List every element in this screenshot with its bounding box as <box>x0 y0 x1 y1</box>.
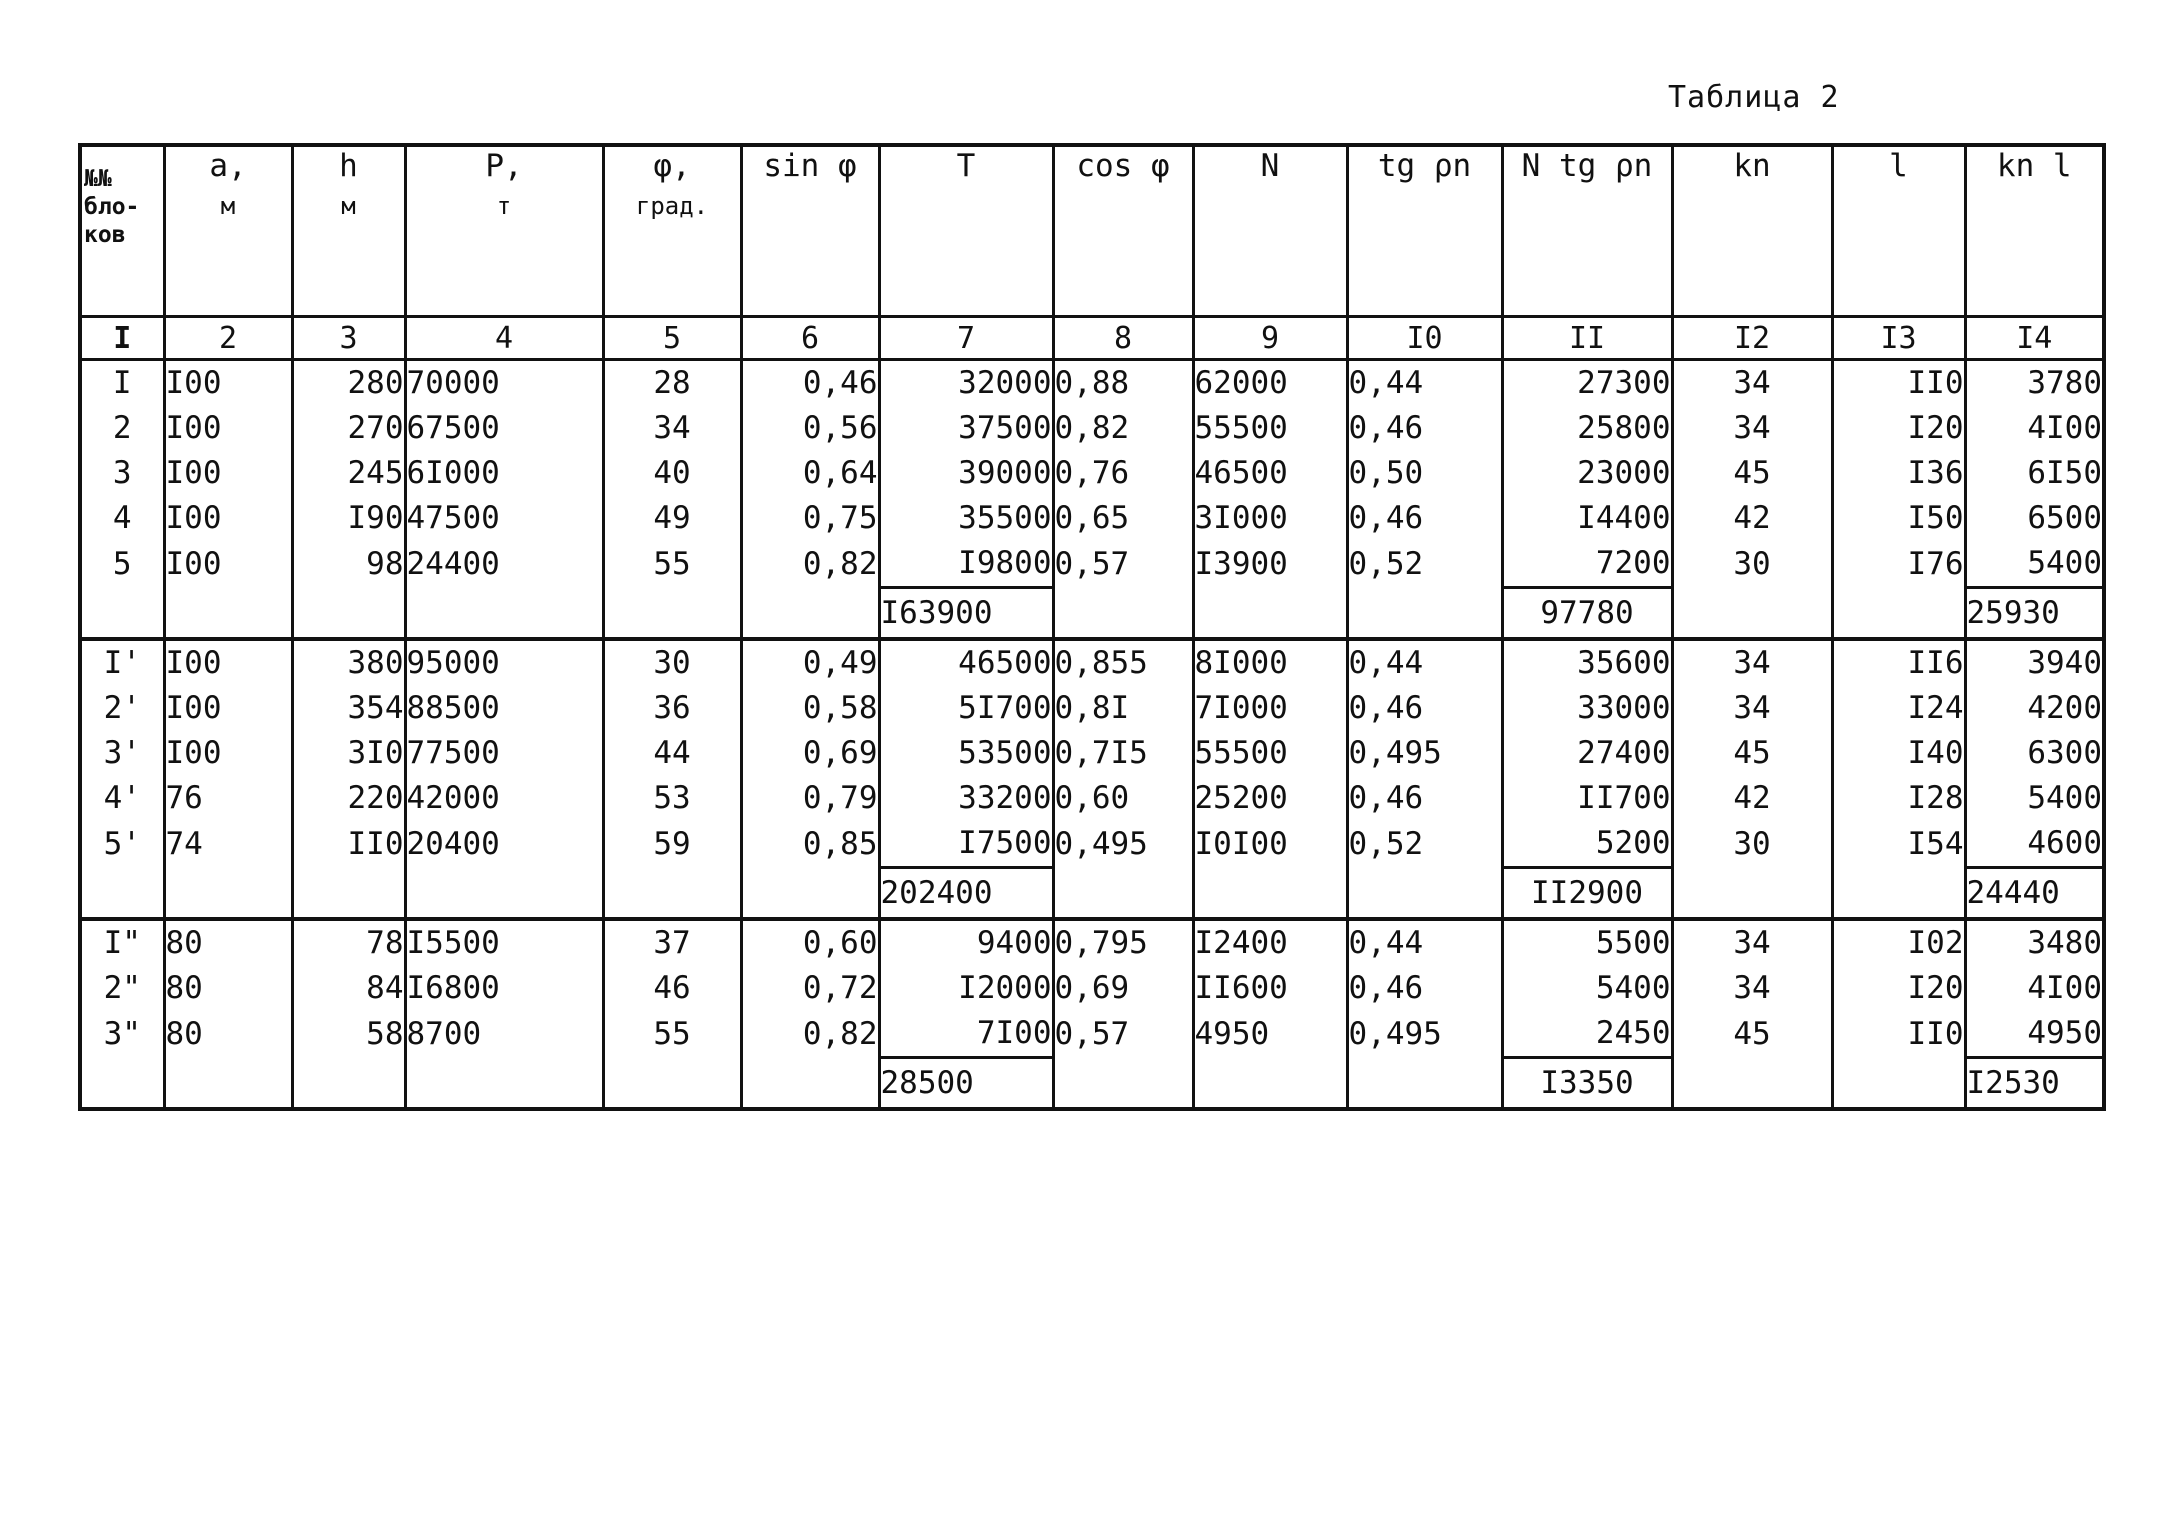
empty-cell <box>1053 868 1193 920</box>
t-cell: 39000 <box>879 451 1053 496</box>
sin-cell: 0,60 <box>741 919 879 966</box>
l-cell: I20 <box>1832 966 1965 1011</box>
a-cell: 80 <box>164 1011 292 1058</box>
cos-cell: 0,855 <box>1053 639 1193 686</box>
sin-cell: 0,85 <box>741 821 879 868</box>
header-p: P, т <box>405 145 603 317</box>
h-cell: 270 <box>292 406 405 451</box>
l-cell: I20 <box>1832 406 1965 451</box>
sin-cell: 0,79 <box>741 776 879 821</box>
tg-cell: 0,44 <box>1347 639 1502 686</box>
cos-cell: 0,60 <box>1053 776 1193 821</box>
column-number: I0 <box>1347 317 1502 360</box>
tg-cell: 0,46 <box>1347 966 1502 1011</box>
empty-cell <box>1672 868 1832 920</box>
kn-cell: 45 <box>1672 731 1832 776</box>
knl-cell: 6300 <box>1965 731 2104 776</box>
h-cell: 220 <box>292 776 405 821</box>
a-cell: 80 <box>164 919 292 966</box>
kn-cell: 30 <box>1672 541 1832 588</box>
sin-cell: 0,46 <box>741 360 879 407</box>
totals-row <box>80 588 2104 640</box>
empty-cell <box>80 868 164 920</box>
a-cell: I00 <box>164 360 292 407</box>
h-cell: 380 <box>292 639 405 686</box>
column-number: 2 <box>164 317 292 360</box>
empty-cell <box>1193 1058 1347 1110</box>
table-row <box>80 541 2104 588</box>
empty-cell <box>1193 588 1347 640</box>
empty-cell <box>292 588 405 640</box>
kn-cell: 42 <box>1672 776 1832 821</box>
h-cell: 84 <box>292 966 405 1011</box>
n-cell: 3I000 <box>1193 496 1347 541</box>
sin-cell: 0,69 <box>741 731 879 776</box>
cos-cell: 0,495 <box>1053 821 1193 868</box>
cos-cell: 0,795 <box>1053 919 1193 966</box>
block-no: 3' <box>80 731 164 776</box>
kn-cell: 45 <box>1672 451 1832 496</box>
phi-cell: 34 <box>603 406 741 451</box>
column-number: 6 <box>741 317 879 360</box>
t-cell: 32000 <box>879 360 1053 407</box>
p-cell: 77500 <box>405 731 603 776</box>
empty-cell <box>1672 1058 1832 1110</box>
l-cell: I24 <box>1832 686 1965 731</box>
phi-cell: 49 <box>603 496 741 541</box>
cos-cell: 0,82 <box>1053 406 1193 451</box>
ntg-cell: 33000 <box>1502 686 1672 731</box>
sin-cell: 0,75 <box>741 496 879 541</box>
a-cell: 80 <box>164 966 292 1011</box>
table-row <box>80 1011 2104 1058</box>
tg-cell: 0,495 <box>1347 1011 1502 1058</box>
empty-cell <box>603 588 741 640</box>
cos-cell: 0,8I <box>1053 686 1193 731</box>
p-cell: I5500 <box>405 919 603 966</box>
knl-cell: 4200 <box>1965 686 2104 731</box>
phi-cell: 36 <box>603 686 741 731</box>
header-phi: φ, град. <box>603 145 741 317</box>
block-no: I" <box>80 919 164 966</box>
h-cell: 3I0 <box>292 731 405 776</box>
tg-cell: 0,44 <box>1347 360 1502 407</box>
phi-cell: 59 <box>603 821 741 868</box>
column-number: 4 <box>405 317 603 360</box>
data-table <box>78 143 2106 1111</box>
column-number: I3 <box>1832 317 1965 360</box>
phi-cell: 30 <box>603 639 741 686</box>
header-block-no: №№ бло- ков <box>80 145 164 317</box>
a-cell: I00 <box>164 686 292 731</box>
l-cell: I28 <box>1832 776 1965 821</box>
kn-cell: 34 <box>1672 406 1832 451</box>
table-row <box>80 731 2104 776</box>
column-number: 7 <box>879 317 1053 360</box>
column-number: 5 <box>603 317 741 360</box>
n-cell: I2400 <box>1193 919 1347 966</box>
tg-cell: 0,46 <box>1347 686 1502 731</box>
ntg-cell: 5200 <box>1502 821 1672 868</box>
block-no: 2" <box>80 966 164 1011</box>
header-sin: sin φ <box>741 145 879 317</box>
ntg-cell: 2450 <box>1502 1011 1672 1058</box>
knl-cell: 4600 <box>1965 821 2104 868</box>
cos-cell: 0,69 <box>1053 966 1193 1011</box>
ntg-cell: 27300 <box>1502 360 1672 407</box>
n-cell: 55500 <box>1193 731 1347 776</box>
empty-cell <box>741 588 879 640</box>
phi-cell: 40 <box>603 451 741 496</box>
table-row <box>80 966 2104 1011</box>
t-cell: 37500 <box>879 406 1053 451</box>
a-cell: I00 <box>164 496 292 541</box>
total-t: 28500 <box>879 1058 1053 1110</box>
column-number: I <box>80 317 164 360</box>
ntg-cell: 5400 <box>1502 966 1672 1011</box>
h-cell: I90 <box>292 496 405 541</box>
block-no: 2' <box>80 686 164 731</box>
n-cell: I0I00 <box>1193 821 1347 868</box>
l-cell: II0 <box>1832 1011 1965 1058</box>
column-number: II <box>1502 317 1672 360</box>
table-row <box>80 919 2104 966</box>
a-cell: I00 <box>164 541 292 588</box>
total-knl: 25930 <box>1965 588 2104 640</box>
p-cell: 47500 <box>405 496 603 541</box>
ntg-cell: 25800 <box>1502 406 1672 451</box>
tg-cell: 0,495 <box>1347 731 1502 776</box>
header-row <box>80 145 2104 317</box>
t-cell: 33200 <box>879 776 1053 821</box>
header-tg: tg ρn <box>1347 145 1502 317</box>
table-row <box>80 686 2104 731</box>
phi-cell: 46 <box>603 966 741 1011</box>
table-row <box>80 451 2104 496</box>
table-row <box>80 776 2104 821</box>
ntg-cell: II700 <box>1502 776 1672 821</box>
l-cell: I36 <box>1832 451 1965 496</box>
cos-cell: 0,57 <box>1053 541 1193 588</box>
total-ntgp: 97780 <box>1502 588 1672 640</box>
empty-cell <box>1347 588 1502 640</box>
tg-cell: 0,44 <box>1347 919 1502 966</box>
n-cell: 25200 <box>1193 776 1347 821</box>
p-cell: 6I000 <box>405 451 603 496</box>
cos-cell: 0,7I5 <box>1053 731 1193 776</box>
tg-cell: 0,46 <box>1347 776 1502 821</box>
empty-cell <box>405 868 603 920</box>
total-ntgp: I3350 <box>1502 1058 1672 1110</box>
block-no: 4 <box>80 496 164 541</box>
t-cell: 35500 <box>879 496 1053 541</box>
cos-cell: 0,88 <box>1053 360 1193 407</box>
n-cell: I3900 <box>1193 541 1347 588</box>
knl-cell: 6I50 <box>1965 451 2104 496</box>
empty-cell <box>1832 868 1965 920</box>
sin-cell: 0,56 <box>741 406 879 451</box>
p-cell: 8700 <box>405 1011 603 1058</box>
empty-cell <box>741 1058 879 1110</box>
empty-cell <box>292 1058 405 1110</box>
t-cell: I9800 <box>879 541 1053 588</box>
column-number: I2 <box>1672 317 1832 360</box>
h-cell: 98 <box>292 541 405 588</box>
ntg-cell: I4400 <box>1502 496 1672 541</box>
n-cell: 4950 <box>1193 1011 1347 1058</box>
kn-cell: 34 <box>1672 639 1832 686</box>
total-ntgp: II2900 <box>1502 868 1672 920</box>
total-knl: 24440 <box>1965 868 2104 920</box>
block-no: 5 <box>80 541 164 588</box>
total-t: 202400 <box>879 868 1053 920</box>
total-knl: I2530 <box>1965 1058 2104 1110</box>
header-a: a, м <box>164 145 292 317</box>
column-number: 8 <box>1053 317 1193 360</box>
header-l: l <box>1832 145 1965 317</box>
ntg-cell: 35600 <box>1502 639 1672 686</box>
empty-cell <box>80 588 164 640</box>
p-cell: 42000 <box>405 776 603 821</box>
tg-cell: 0,46 <box>1347 496 1502 541</box>
l-cell: I76 <box>1832 541 1965 588</box>
sin-cell: 0,49 <box>741 639 879 686</box>
l-cell: II6 <box>1832 639 1965 686</box>
block-no: 3 <box>80 451 164 496</box>
empty-cell <box>1832 1058 1965 1110</box>
knl-cell: 3940 <box>1965 639 2104 686</box>
h-cell: 354 <box>292 686 405 731</box>
table-row <box>80 639 2104 686</box>
knl-cell: 3780 <box>1965 360 2104 407</box>
empty-cell <box>1672 588 1832 640</box>
n-cell: 46500 <box>1193 451 1347 496</box>
sin-cell: 0,72 <box>741 966 879 1011</box>
sin-cell: 0,82 <box>741 1011 879 1058</box>
n-cell: 7I000 <box>1193 686 1347 731</box>
empty-cell <box>1053 588 1193 640</box>
p-cell: 70000 <box>405 360 603 407</box>
empty-cell <box>1347 868 1502 920</box>
kn-cell: 34 <box>1672 360 1832 407</box>
sin-cell: 0,82 <box>741 541 879 588</box>
knl-cell: 4I00 <box>1965 966 2104 1011</box>
block-no: 2 <box>80 406 164 451</box>
ntg-cell: 5500 <box>1502 919 1672 966</box>
p-cell: 24400 <box>405 541 603 588</box>
cos-cell: 0,76 <box>1053 451 1193 496</box>
h-cell: 78 <box>292 919 405 966</box>
table-title: Таблица 2 <box>1668 80 1840 115</box>
n-cell: 62000 <box>1193 360 1347 407</box>
kn-cell: 30 <box>1672 821 1832 868</box>
knl-cell: 3480 <box>1965 919 2104 966</box>
p-cell: I6800 <box>405 966 603 1011</box>
block-no: 3" <box>80 1011 164 1058</box>
a-cell: I00 <box>164 451 292 496</box>
sin-cell: 0,64 <box>741 451 879 496</box>
empty-cell <box>741 868 879 920</box>
p-cell: 88500 <box>405 686 603 731</box>
empty-cell <box>80 1058 164 1110</box>
p-cell: 67500 <box>405 406 603 451</box>
empty-cell <box>405 588 603 640</box>
table-row <box>80 821 2104 868</box>
knl-cell: 5400 <box>1965 541 2104 588</box>
column-number-row <box>80 317 2104 360</box>
empty-cell <box>292 868 405 920</box>
a-cell: 76 <box>164 776 292 821</box>
a-cell: I00 <box>164 731 292 776</box>
tg-cell: 0,46 <box>1347 406 1502 451</box>
table-row <box>80 406 2104 451</box>
t-cell: I2000 <box>879 966 1053 1011</box>
phi-cell: 55 <box>603 1011 741 1058</box>
column-number: 9 <box>1193 317 1347 360</box>
phi-cell: 37 <box>603 919 741 966</box>
n-cell: II600 <box>1193 966 1347 1011</box>
tg-cell: 0,52 <box>1347 541 1502 588</box>
l-cell: I02 <box>1832 919 1965 966</box>
l-cell: I54 <box>1832 821 1965 868</box>
ntg-cell: 27400 <box>1502 731 1672 776</box>
sin-cell: 0,58 <box>741 686 879 731</box>
header-cos: cos φ <box>1053 145 1193 317</box>
t-cell: 53500 <box>879 731 1053 776</box>
phi-cell: 28 <box>603 360 741 407</box>
kn-cell: 34 <box>1672 919 1832 966</box>
knl-cell: 6500 <box>1965 496 2104 541</box>
kn-cell: 42 <box>1672 496 1832 541</box>
cos-cell: 0,65 <box>1053 496 1193 541</box>
phi-cell: 53 <box>603 776 741 821</box>
p-cell: 20400 <box>405 821 603 868</box>
block-no: 4' <box>80 776 164 821</box>
a-cell: I00 <box>164 406 292 451</box>
header-t: T <box>879 145 1053 317</box>
empty-cell <box>405 1058 603 1110</box>
tg-cell: 0,50 <box>1347 451 1502 496</box>
l-cell: I40 <box>1832 731 1965 776</box>
h-cell: 245 <box>292 451 405 496</box>
phi-cell: 55 <box>603 541 741 588</box>
h-cell: II0 <box>292 821 405 868</box>
t-cell: 46500 <box>879 639 1053 686</box>
header-h: h м <box>292 145 405 317</box>
a-cell: I00 <box>164 639 292 686</box>
header-kn: kn <box>1672 145 1832 317</box>
tg-cell: 0,52 <box>1347 821 1502 868</box>
total-t: I63900 <box>879 588 1053 640</box>
empty-cell <box>603 868 741 920</box>
kn-cell: 34 <box>1672 686 1832 731</box>
n-cell: 8I000 <box>1193 639 1347 686</box>
empty-cell <box>603 1058 741 1110</box>
l-cell: I50 <box>1832 496 1965 541</box>
totals-row <box>80 1058 2104 1110</box>
empty-cell <box>1347 1058 1502 1110</box>
knl-cell: 5400 <box>1965 776 2104 821</box>
knl-cell: 4I00 <box>1965 406 2104 451</box>
p-cell: 95000 <box>405 639 603 686</box>
empty-cell <box>1193 868 1347 920</box>
cos-cell: 0,57 <box>1053 1011 1193 1058</box>
kn-cell: 34 <box>1672 966 1832 1011</box>
t-cell: 7I00 <box>879 1011 1053 1058</box>
phi-cell: 44 <box>603 731 741 776</box>
a-cell: 74 <box>164 821 292 868</box>
header-n: N <box>1193 145 1347 317</box>
empty-cell <box>164 868 292 920</box>
table-row <box>80 360 2104 407</box>
totals-row <box>80 868 2104 920</box>
t-cell: 9400 <box>879 919 1053 966</box>
header-ntg: N tg ρn <box>1502 145 1672 317</box>
column-number: 3 <box>292 317 405 360</box>
empty-cell <box>1832 588 1965 640</box>
h-cell: 58 <box>292 1011 405 1058</box>
t-cell: I7500 <box>879 821 1053 868</box>
l-cell: II0 <box>1832 360 1965 407</box>
n-cell: 55500 <box>1193 406 1347 451</box>
ntg-cell: 7200 <box>1502 541 1672 588</box>
knl-cell: 4950 <box>1965 1011 2104 1058</box>
t-cell: 5I700 <box>879 686 1053 731</box>
block-no: I <box>80 360 164 407</box>
header-knl: kn l <box>1965 145 2104 317</box>
block-no: 5' <box>80 821 164 868</box>
table-row <box>80 496 2104 541</box>
ntg-cell: 23000 <box>1502 451 1672 496</box>
kn-cell: 45 <box>1672 1011 1832 1058</box>
empty-cell <box>1053 1058 1193 1110</box>
column-number: I4 <box>1965 317 2104 360</box>
empty-cell <box>164 588 292 640</box>
h-cell: 280 <box>292 360 405 407</box>
block-no: I' <box>80 639 164 686</box>
empty-cell <box>164 1058 292 1110</box>
